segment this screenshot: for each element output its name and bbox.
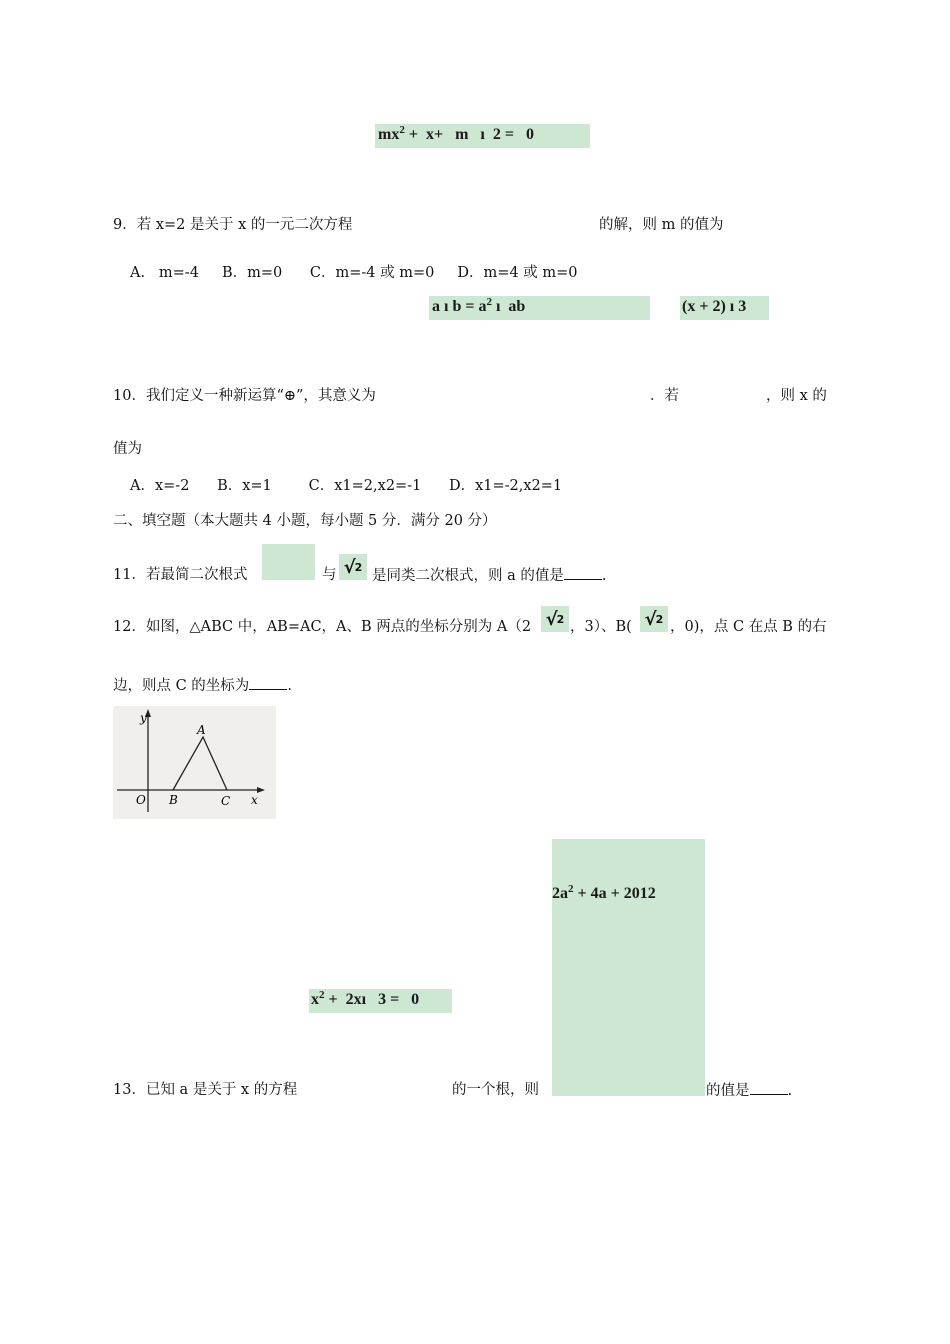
q11-end: .: [601, 568, 607, 584]
q9-tail: 的解，则 m 的值为: [599, 217, 724, 233]
expression-rest: + 4a + 2012: [573, 885, 656, 902]
equation-expression-box: [552, 839, 705, 1096]
equation-quadratic: [309, 989, 452, 1013]
q11-text-c: [372, 565, 606, 586]
triangle-figure: [113, 706, 276, 819]
q9-stem: 9．若 x=2 是关于 x 的一元二次方程: [113, 217, 353, 233]
sqrt2-symbol: [541, 606, 569, 632]
sqrt2-radical: √: [545, 608, 558, 630]
q12-text-c: ，0)，点 C 在点 B 的右: [670, 619, 827, 635]
sqrt2-radicand: 2: [354, 560, 363, 574]
q12-end: .: [287, 678, 292, 694]
equation-definition: [429, 296, 650, 320]
section-heading: 二、填空题（本大题共 4 小题，每小题 5 分．满分 20 分）: [113, 513, 497, 529]
radical-placeholder: [262, 544, 315, 580]
x-axis-label: x: [251, 793, 258, 807]
sqrt2-radicand: 2: [556, 612, 565, 626]
vertex-b-label: B: [169, 793, 178, 807]
q11-text-a: 11．若最简二次根式: [113, 567, 248, 583]
q10-line2: 值为: [113, 441, 142, 457]
sqrt2-radical: √: [644, 608, 657, 630]
quadratic-rest: + 2xı 3 = 0: [324, 991, 420, 1008]
expression-exp: 2: [568, 883, 574, 895]
equation-definition-left: a ı b = a: [432, 298, 487, 315]
origin-label: O: [136, 793, 146, 807]
vertex-c-label: C: [221, 794, 231, 808]
q12-line2-label: 边，则点 C 的坐标为: [113, 678, 250, 694]
equation-mx2-base: mx: [378, 126, 400, 143]
triangle-abc: [173, 737, 227, 790]
q10-mid: ．若: [650, 388, 679, 404]
q13-text-c-label: 的值是: [706, 1083, 750, 1099]
q12-answer-blank: [249, 675, 287, 690]
q10-tail: ，则 x 的: [766, 388, 827, 404]
q10-options: A．x=-2 B．x=1 C．x1=2,x2=-1 D．x1=-2,x2=1: [130, 478, 563, 494]
expression-base: 2a: [552, 885, 568, 902]
quadratic-base: x: [311, 991, 319, 1008]
q11-text-c-label: 是同类二次根式，则 a 的值是: [372, 568, 564, 584]
q13-text-c: [706, 1080, 792, 1101]
vertex-a-label: A: [197, 723, 206, 737]
sqrt2-radicand: 2: [655, 612, 664, 626]
q11-text-b: 与: [322, 567, 337, 583]
q12-text-a: 12．如图，△ABC 中，AB=AC，A、B 两点的坐标分别为 A（2: [113, 619, 532, 635]
equation-condition: (x + 2) ı 3: [680, 296, 769, 320]
q12-text-b: ，3）、B(: [570, 619, 632, 635]
y-axis-label: y: [140, 711, 147, 725]
equation-definition-exp: 2: [486, 296, 492, 308]
triangle-figure-svg: [113, 706, 276, 819]
quadratic-exp: 2: [319, 989, 325, 1001]
equation-mx2-rest: + x+ m ı 2 = 0: [404, 126, 534, 143]
q10-stem: 10．我们定义一种新运算“⊕”，其意义为: [113, 388, 376, 404]
q13-end: .: [787, 1083, 793, 1099]
q13-text-a: 13．已知 a 是关于 x 的方程: [113, 1082, 298, 1098]
q13-text-b: 的一个根，则: [452, 1082, 539, 1098]
q11-answer-blank: [564, 565, 602, 580]
equation-definition-right: ı ab: [491, 298, 526, 315]
q9-options: A. m=-4 B．m=0 C．m=-4 或 m=0 D．m=4 或 m=0: [130, 265, 578, 281]
equation-mx2-exp: 2: [399, 124, 405, 136]
q13-answer-blank: [750, 1080, 788, 1095]
sqrt2-symbol: [640, 606, 668, 632]
q12-line2: [113, 675, 292, 696]
sqrt2-symbol: [339, 554, 367, 580]
sqrt2-radical: √: [343, 556, 356, 578]
x-axis-arrow: [257, 787, 265, 793]
equation-mx2: [375, 124, 590, 148]
